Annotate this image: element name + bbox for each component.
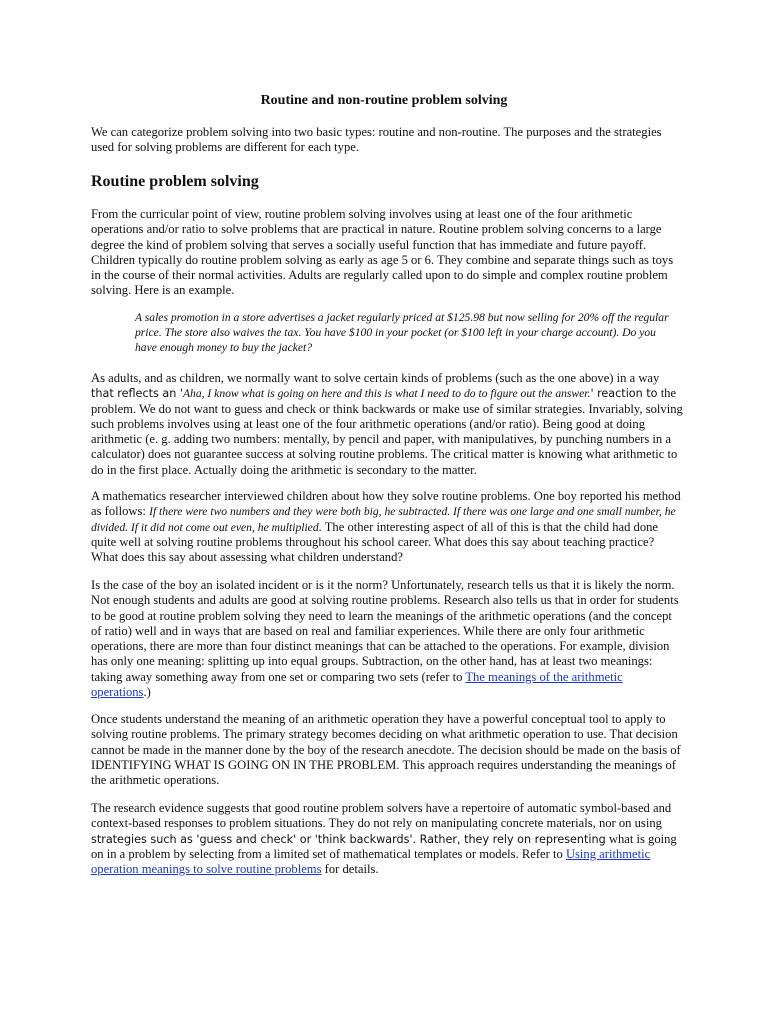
p2-text-d: ' reaction to [590, 387, 658, 401]
example-quote: A sales promotion in a store advertises a jacket regularly priced at $125.98 but now selling for 20% off the regular price. The store also waives the tax. You have $100 in your pocket (or $100 left in your charge account). Do you have enough money to buy the jacket? [135, 311, 669, 355]
p3-italic-method: If there were two numbers and they were both big, he subtracted. If there was one large and one small number, he divided. If it did not come out even, he multiplied [91, 505, 676, 534]
paragraph-3 [91, 489, 683, 565]
paragraph-4 [91, 578, 683, 700]
paragraph-5: Once students understand the meaning of an arithmetic operation they have a powerful conceptual tool to apply to solving routine problems. The primary strategy becomes deciding on what arithmetic operation to use. That decision cannot be made in the manner done by the boy of the research anecdote. The decision should be made on the basis of IDENTIFYING WHAT IS GOING ON IN THE PROBLEM. This approach requires understanding the meanings of the arithmetic operations. [91, 712, 681, 788]
p4-text-a: Is the case of the boy an isolated incident or is it the norm? Unfortunately, research tells us that it is likely the norm. Not enough students and adults are good at solving routine problems. Research also tells us that in order for students to be good at routine problem solving they need to learn the meanings of the arithmetic operations (and the concept of ratio) well and in ways that are based on real and familiar experiences. While there are only four arithmetic operations, there are more than four distinct meanings that can be attached to the operations. For example, division has only one meaning: splitting up into equal groups. Subtraction, on the other hand, has at least two meanings: taking away something away from one set or comparing two sets (refer to [91, 578, 679, 684]
p6-text-b: strategies such as 'guess and check' or 'think backwards'. Rather, they rely on representing [91, 832, 606, 846]
p2-text-b: that reflects an ' [91, 387, 183, 401]
paragraph-6 [91, 801, 683, 877]
p2-text-e: the problem. We do not want to guess and check or think backwards or make use of similar strategies. Invariably, solving such problems involves using at least one of the four arithmetic operations (and/or ratio). Being good at doing arithmetic (e. g. adding two numbers: mentally, by pencil and paper, with manipulatives, by punching numbers in a calculator) does not guarantee success at solving routine problems. The critical matter is knowing what arithmetic to do in the first place. Actually doing the arithmetic is secondary to the matter. [91, 386, 683, 477]
page-title: Routine and non-routine problem solving [260, 93, 508, 108]
intro-paragraph: We can categorize problem solving into two basic types: routine and non-routine. The purposes and the strategies used for solving problems are different for each type. [91, 125, 662, 155]
p6-text-d: for details. [321, 862, 379, 877]
p3-text-a: A mathematics researcher interviewed children about how they solve routine problems. One boy reported his method as follows: [91, 489, 681, 519]
p2-text-a: As adults, and as children, we normally want to solve certain kinds of problems (such as the one above) in a way [91, 371, 660, 385]
paragraph-1: From the curricular point of view, routine problem solving involves using at least one of the four arithmetic operations and/or ratio to solve problems that are practical in nature. Routine problem solving concerns to a large degree the kind of problem solving that serves a socially useful function that has immediate and future payoff. Children typically do routine problem solving as early as age 5 or 6. They combine and separate things such as toys in the course of their normal activities. Adults are regularly called upon to do simple and complex routine problem solving. Here is an example. [91, 207, 674, 298]
p4-text-b: .) [143, 685, 151, 700]
section-heading: Routine problem solving [91, 173, 259, 190]
meanings-of-operations-link[interactable]: The meanings of the arithmetic operations [91, 669, 623, 700]
p3-text-c: . The other interesting aspect of all of this is that the child had done quite well at solving routine problems throughout his school career. What does this say about teaching practice? What does this say about assessing what children understand? [91, 519, 659, 565]
p2-italic-quote: Aha, I know what is going on here and this is what I need to do to figure out the answer. [182, 387, 591, 401]
p6-text-a: The research evidence suggests that good routine problem solvers have a repertoire of automatic symbol-based and context-based responses to problem situations. They do not rely on manipulating concrete materials, nor on using [91, 801, 672, 831]
p6-text-c: what is going on in a problem by selecting from a limited set of mathematical templates or models. Refer to [91, 831, 677, 861]
paragraph-2 [91, 371, 683, 478]
using-operation-meanings-link[interactable]: Using arithmetic operation meanings to solve routine problems [91, 846, 651, 877]
